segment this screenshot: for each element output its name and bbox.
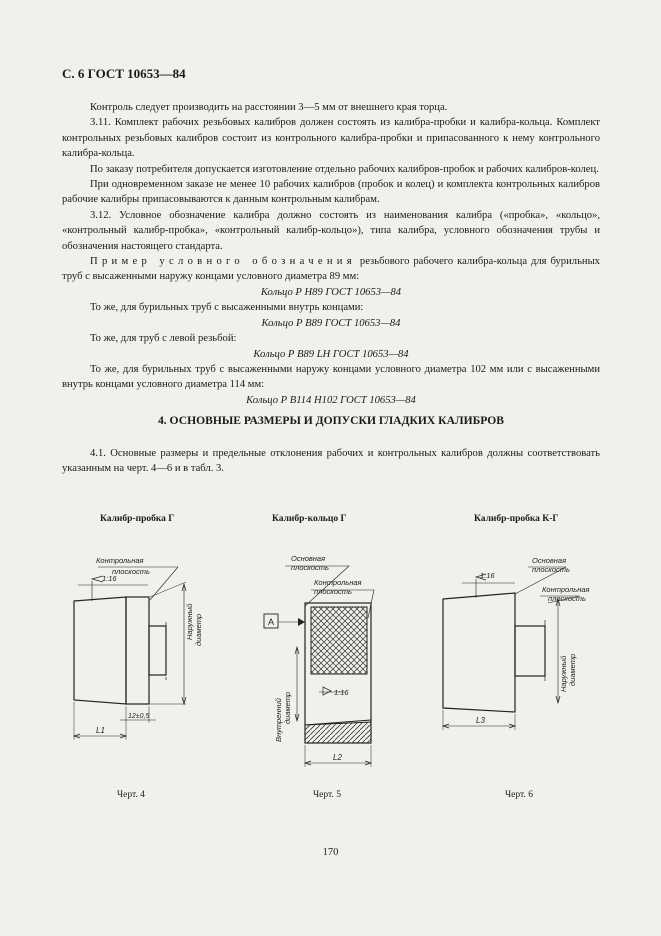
fig5-marker-label: А bbox=[268, 617, 275, 627]
fig6-diameter-label-1: Наружный bbox=[559, 655, 568, 692]
designation-example-1: Кольцо Р Н89 ГОСТ 10653—84 bbox=[260, 286, 402, 298]
page-number: 170 bbox=[322, 847, 339, 858]
paragraph-simultaneous: При одновременном заказе не менее 10 рабочих калибров (пробок и колец) и комплекта контрольных калибров рабочие калибры припасовываются к данным контрольным калибрам. bbox=[62, 179, 600, 206]
fig6-contr-plane-label-1: Контрольная bbox=[542, 585, 590, 594]
plug-shank bbox=[149, 626, 166, 675]
plug-tapered-body bbox=[74, 597, 126, 704]
fig6-diameter-label-2: диаметр bbox=[568, 653, 577, 686]
ring-knurled-band bbox=[311, 607, 367, 674]
fig6-contr-plane-label-2: плоскость bbox=[548, 594, 586, 603]
designation-example-2: Кольцо Р В89 ГОСТ 10653—84 bbox=[261, 317, 401, 329]
paragraph-control: Контроль следует производить на расстоянии 3—5 мм от внешнего края торца. bbox=[90, 102, 448, 113]
fig4-diameter-label-2: диаметр bbox=[194, 613, 203, 646]
paragraph-4-1-text: 4.1. Основные размеры и предельные отклонения рабочих и контрольных калибров должны соответствовать указанным на черт. 4—6 и в табл. 3. bbox=[62, 448, 600, 475]
paragraph-3-11: 3.11. Комплект рабочих резьбовых калибров должен состоять из калибра-пробки и калибра-кольца. Комплект контрольных резьбовых калибров состоит из контрольного калибра-пробки и припасованного к нему контрольного калибра-кольца. bbox=[62, 117, 600, 160]
designation-example-3: Кольцо Р В89 LH ГОСТ 10653—84 bbox=[253, 348, 409, 360]
fig5-taper-label: 1:16 bbox=[334, 688, 349, 697]
figure-5-drawing bbox=[278, 566, 374, 767]
fig6-taper-label: 1:16 bbox=[480, 571, 495, 580]
control-plug-body bbox=[443, 593, 515, 712]
example-spaced-label: Пример условного обозначения bbox=[90, 256, 356, 268]
paragraph-left-thread: То же, для труб с левой резьбой: bbox=[90, 333, 237, 345]
paragraph-3-12: 3.12. Условное обозначение калибра должно состоять из наименования калибра («пробка», «кольцо», «контрольный калибр-пробка», «контрольный калибр-кольцо»), типа калибра, условного обозначения трубы и обозначения настоящего стандарта. bbox=[62, 209, 600, 252]
figure-5-caption: Калибр-кольцо Г bbox=[272, 514, 347, 524]
fig5-main-plane-label-2: плоскость bbox=[291, 563, 329, 572]
fig4-dim-label: 12±0,5 bbox=[128, 713, 150, 720]
paragraph-102-114: То же, для бурильных труб с высаженными наружу концами условного диаметра 102 мм или с высаженными внутрь концами условного диаметра 114 мм: bbox=[62, 363, 600, 391]
fig6-length-label: L3 bbox=[476, 716, 485, 725]
fig4-diameter-label-1: Наружный bbox=[185, 603, 194, 640]
fig6-main-plane-label-1: Основная bbox=[532, 556, 567, 565]
fig4-contr-plane-label-1: Контрольная bbox=[96, 556, 144, 565]
figure-6-caption: Калибр-пробка К-Г bbox=[474, 514, 559, 524]
fig6-main-plane-label-2: плоскость bbox=[532, 565, 570, 574]
fig5-main-plane-label-1: Основная bbox=[291, 554, 326, 563]
control-plug-shank bbox=[515, 626, 545, 676]
fig4-contr-plane-label-2: плоскость bbox=[112, 567, 150, 576]
figure-6-label: Черт. 6 bbox=[505, 790, 533, 800]
fig5-contr-plane-label-2: плоскость bbox=[314, 587, 352, 596]
fig5-diameter-label-1: Внутренний bbox=[274, 698, 283, 742]
fig4-taper-label: 1:16 bbox=[102, 574, 117, 583]
figure-4-label: Черт. 4 bbox=[117, 790, 145, 800]
fig4-length-label: L1 bbox=[96, 726, 105, 735]
fig5-length-label: L2 bbox=[333, 753, 342, 762]
designation-example-4: Кольцо Р В114 Н102 ГОСТ 10653—84 bbox=[246, 394, 416, 406]
section-title: 4. ОСНОВНЫЕ РАЗМЕРЫ И ДОПУСКИ ГЛАДКИХ КАЛИБРОВ bbox=[157, 414, 505, 427]
paragraph-same-inward: То же, для бурильных труб с высаженными внутрь концами: bbox=[90, 302, 364, 314]
figure-4-caption: Калибр-пробка Г bbox=[100, 514, 175, 524]
figure-5-label: Черт. 5 bbox=[313, 790, 341, 800]
ring-hatched-section bbox=[305, 722, 371, 743]
fig5-diameter-label-2: диаметр bbox=[283, 691, 292, 724]
paragraph-order: По заказу потребителя допускается изготовление отдельно рабочих калибров-пробок и рабочих калибров-колец. bbox=[90, 163, 599, 175]
plug-collar bbox=[126, 597, 149, 704]
fig5-contr-plane-label-1: Контрольная bbox=[314, 578, 362, 587]
page-header: С. 6 ГОСТ 10653—84 bbox=[62, 66, 186, 81]
example-text: резьбового рабочего калибра-кольца для бурильных труб с высаженными наружу концами условного диаметра 89 мм: bbox=[62, 256, 600, 283]
